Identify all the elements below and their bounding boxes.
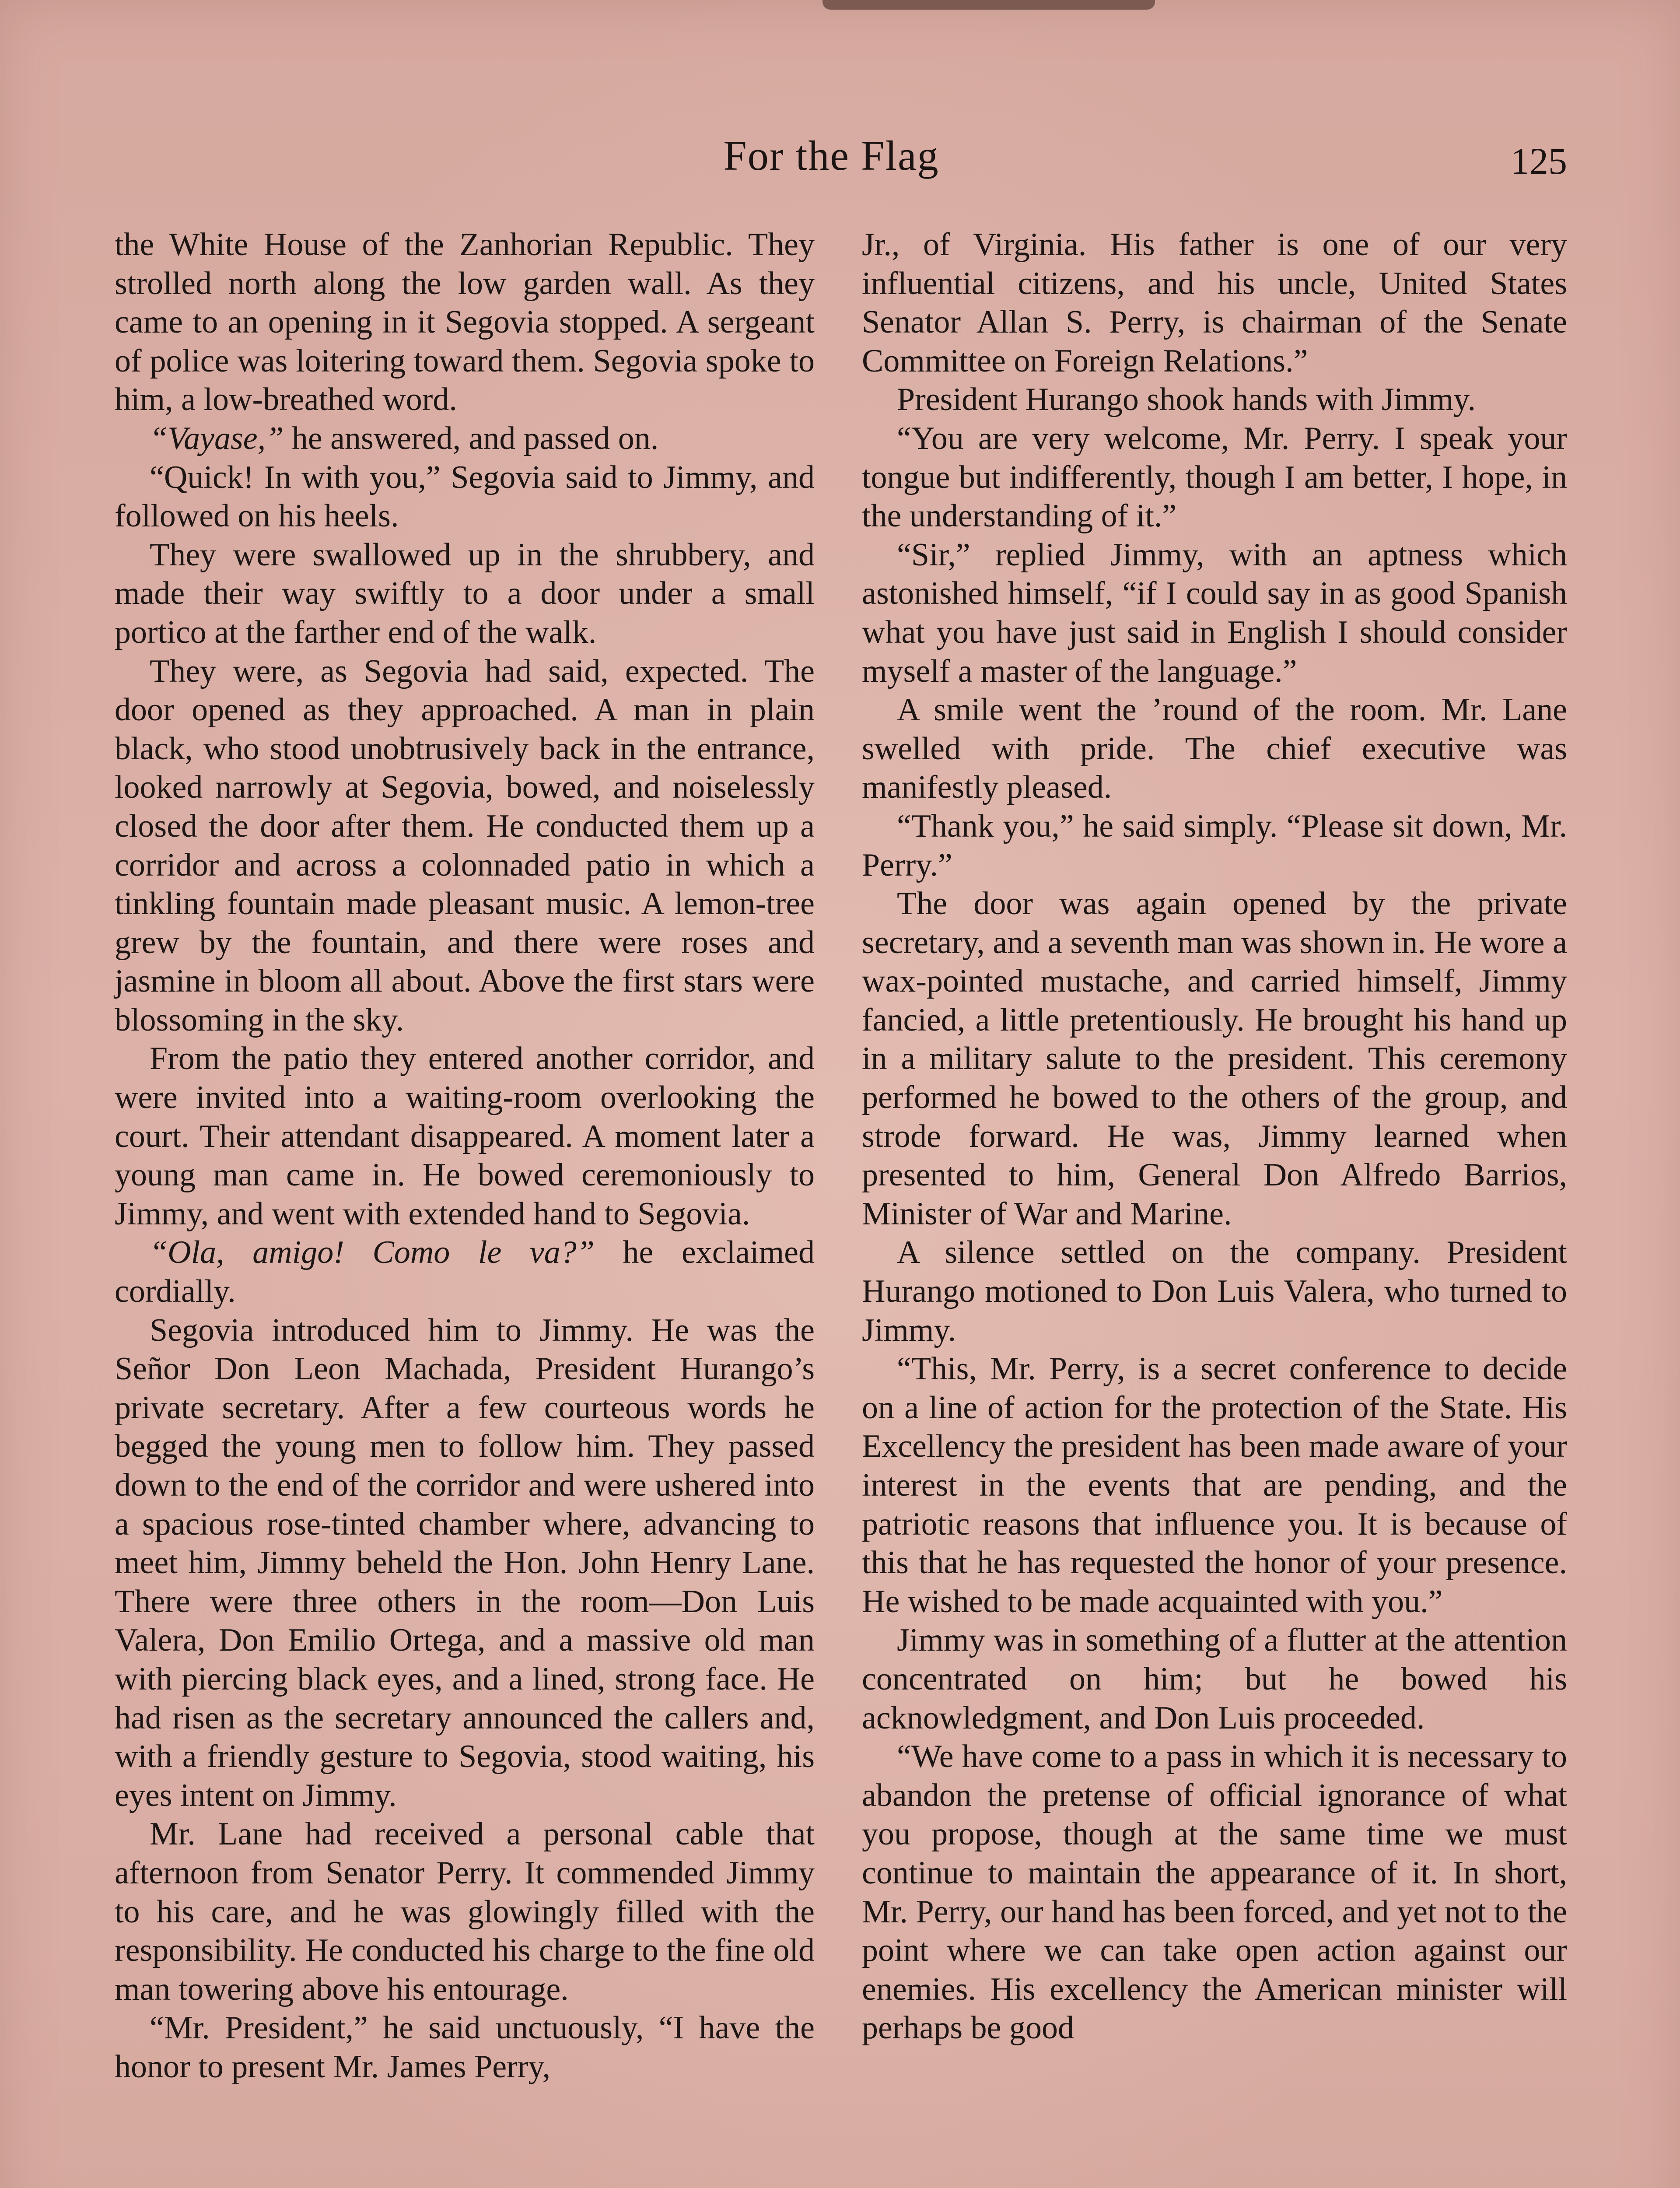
paragraph: President Hurango shook hands with Jimmy. bbox=[897, 382, 1476, 418]
paragraph: “Thank you,” he said simply. “Please sit down, Mr. Perry.” bbox=[862, 808, 1567, 883]
paragraph: “Mr. President,” he said unctuously, “I have the honor to present Mr. James Perry, bbox=[115, 2010, 815, 2085]
paragraph: A silence settled on the company. President Hurango motioned to Don Luis Valera, who turned to Jimmy. bbox=[862, 1234, 1567, 1348]
paragraph: “Sir,” replied Jimmy, with an aptness which astonished himself, “if I could say in as good Spanish what you have just said in English I should consider myself a master of the language.” bbox=[862, 536, 1567, 689]
binding-tab bbox=[822, 0, 1155, 10]
paragraph: A smile went the ’round of the room. Mr. Lane swelled with pride. The chief executive was manifestly pleased. bbox=[862, 692, 1567, 806]
paragraph: From the patio they entered another corridor, and were invited into a waiting-room overlooking the court. Their attendant disappeared. A moment later a young man came in. He bowed ceremoniously to Jimmy, and went with extended hand to Segovia. bbox=[115, 1041, 815, 1232]
running-head: For the Flag bbox=[723, 132, 939, 179]
paragraph: “You are very welcome, Mr. Perry. I speak your tongue but indifferently, though I am better, I hope, in the understanding of it.” bbox=[862, 420, 1567, 534]
paragraph: “Quick! In with you,” Segovia said to Jimmy, and followed on his heels. bbox=[115, 459, 815, 534]
paragraph: Jr., of Virginia. His father is one of our very influential citizens, and his uncle, United States Senator Allan S. Perry, is chairman of the Senate Committee on Foreign Relations.” bbox=[862, 227, 1567, 379]
paragraph: “Vayase,” he answered, and passed on. bbox=[150, 420, 659, 456]
paragraph: Jimmy was in something of a flutter at the attention concentrated on him; but he bowed his acknowledgment, and Don Luis proceeded. bbox=[862, 1622, 1567, 1736]
paragraph: “This, Mr. Perry, is a secret conference to decide on a line of action for the protection of the State. His Excellency the president has been made aware of your interest in the events that are pending, and the patriotic reasons that influence you. It is because of this that he has requested the honor of your presence. He wished to be made acquainted with you.” bbox=[862, 1351, 1567, 1620]
paragraph: They were swallowed up in the shrubbery, and made their way swiftly to a door under a small portico at the farther end of the walk. bbox=[115, 536, 815, 650]
paragraph: They were, as Segovia had said, expected. The door opened as they approached. A man in plain black, who stood unobtrusively back in the entrance, looked narrowly at Segovia, bowed, and noiselessly closed the door after them. He conducted them up a corridor and across a colonnaded patio in which a tinkling fountain made pleasant music. A lemon-tree grew by the fountain, and there were roses and jasmine in bloom all about. Above the first stars were blossoming in the sky. bbox=[115, 653, 815, 1038]
paragraph: “We have come to a pass in which it is necessary to abandon the pretense of official ignorance of what you propose, though at the same time we must continue to maintain the appearance of it. In short, Mr. Perry, our hand has been forced, and yet not to the point where we can take open action against our enemies. His excellency the American minister will perhaps be good bbox=[862, 1739, 1567, 2046]
paragraph: The door was again opened by the private secretary, and a seventh man was shown in. He wore a wax-pointed mustache, and carried himself, Jimmy fancied, a little pretentiously. He brought his hand up in a military salute to the president. This ceremony performed he bowed to the others of the group, and strode forward. He was, Jimmy learned when presented to him, General Don Alfredo Barrios, Minister of War and Marine. bbox=[862, 886, 1567, 1232]
paragraph: the White House of the Zanhorian Republic. They strolled north along the low garden wall. As they came to an opening in it Segovia stopped. A sergeant of police was loitering toward them. Segovia spoke to him, a low-breathed word. bbox=[115, 227, 815, 418]
page-number: 125 bbox=[1511, 140, 1567, 182]
paragraph: “Ola, amigo! Como le va?” he exclaimed cordially. bbox=[115, 1234, 815, 1310]
left-column bbox=[115, 225, 815, 2086]
right-column bbox=[862, 225, 1567, 2048]
paragraph: Segovia introduced him to Jimmy. He was the Señor Don Leon Machada, President Hurango’s private secretary. After a few courteous words he begged the young men to follow him. They passed down to the end of the corridor and were ushered into a spacious rose-tinted chamber where, advancing to meet him, Jimmy beheld the Hon. John Henry Lane. There were three others in the room—Don Luis Valera, Don Emilio Ortega, and a massive old man with piercing black eyes, and a lined, strong face. He had risen as the secretary announced the callers and, with a friendly gesture to Segovia, stood waiting, his eyes intent on Jimmy. bbox=[115, 1312, 815, 1813]
paragraph: Mr. Lane had received a personal cable that afternoon from Senator Perry. It commended Jimmy to his care, and he was glowingly filled with the responsibility. He conducted his charge to the fine old man towering above his entourage. bbox=[115, 1816, 815, 2007]
